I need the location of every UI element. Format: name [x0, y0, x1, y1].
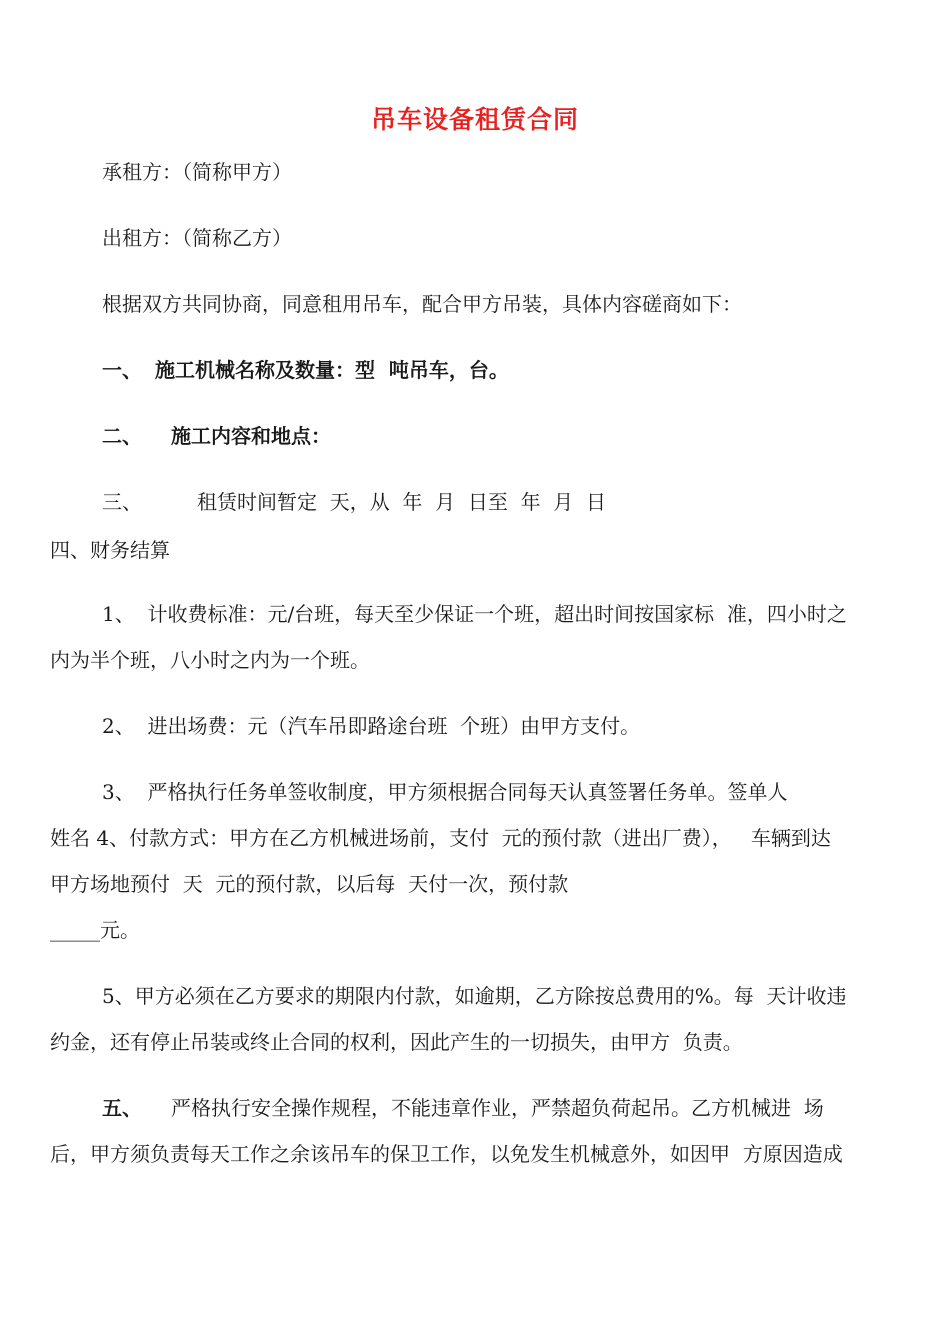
section-5-line-1: 严格执行安全操作规程，不能违章作业，严禁超负荷起吊。乙方机械进 场: [171, 1096, 824, 1120]
section-4-heading: 四、财务结算: [50, 538, 170, 562]
lessor-line: 出租方：（简称乙方）: [102, 226, 292, 250]
section-1-text: 施工机械名称及数量：型 吨吊车，台。: [155, 358, 509, 382]
intro-paragraph: 根据双方共同协商，同意租用吊车，配合甲方吊装，具体内容磋商如下：: [102, 292, 742, 316]
item-2: 2、 进出场费：元（汽车吊即路途台班 个班）由甲方支付。: [102, 714, 641, 738]
item-1-line-2: 内为半个班，八小时之内为一个班。: [50, 648, 370, 672]
item-5-line-2: 约金，还有停止吊装或终止合同的权利，因此产生的一切损失，由甲方 负责。: [50, 1030, 743, 1054]
item-1-line-1: 1、 计收费标准：元/台班，每天至少保证一个班，超出时间按国家标 准，四小时之: [102, 602, 847, 626]
item-3: 3、 严格执行任务单签收制度，甲方须根据合同每天认真签署任务单。签单人: [102, 780, 788, 804]
section-5-line-2: 后，甲方须负责每天工作之余该吊车的保卫工作，以免发生机械意外，如因甲 方原因造成: [50, 1142, 843, 1166]
lessee-line: 承租方：（简称甲方）: [102, 160, 292, 184]
item-4-line-3: _____元。: [50, 918, 140, 942]
section-3-number: 三、: [102, 490, 142, 514]
document-title: 吊车设备租赁合同: [370, 105, 579, 134]
section-2-text: 施工内容和地点：: [171, 424, 331, 448]
section-3-text: 租赁时间暂定 天，从 年 月 日至 年 月 日: [197, 490, 607, 514]
item-5-line-1: 5、甲方必须在乙方要求的期限内付款，如逾期，乙方除按总费用的%。每 天计收违: [102, 984, 847, 1008]
item-3-continuation: 姓名 4、付款方式：甲方在乙方机械进场前，支付 元的预付款（进出厂费）， 车辆到达: [50, 826, 831, 850]
section-2-number: 二、: [102, 424, 142, 448]
section-1-number: 一、: [102, 358, 142, 382]
section-5-number: 五、: [102, 1096, 142, 1120]
item-4-line-2: 甲方场地预付 天 元的预付款，以后每 天付一次，预付款: [50, 872, 569, 896]
